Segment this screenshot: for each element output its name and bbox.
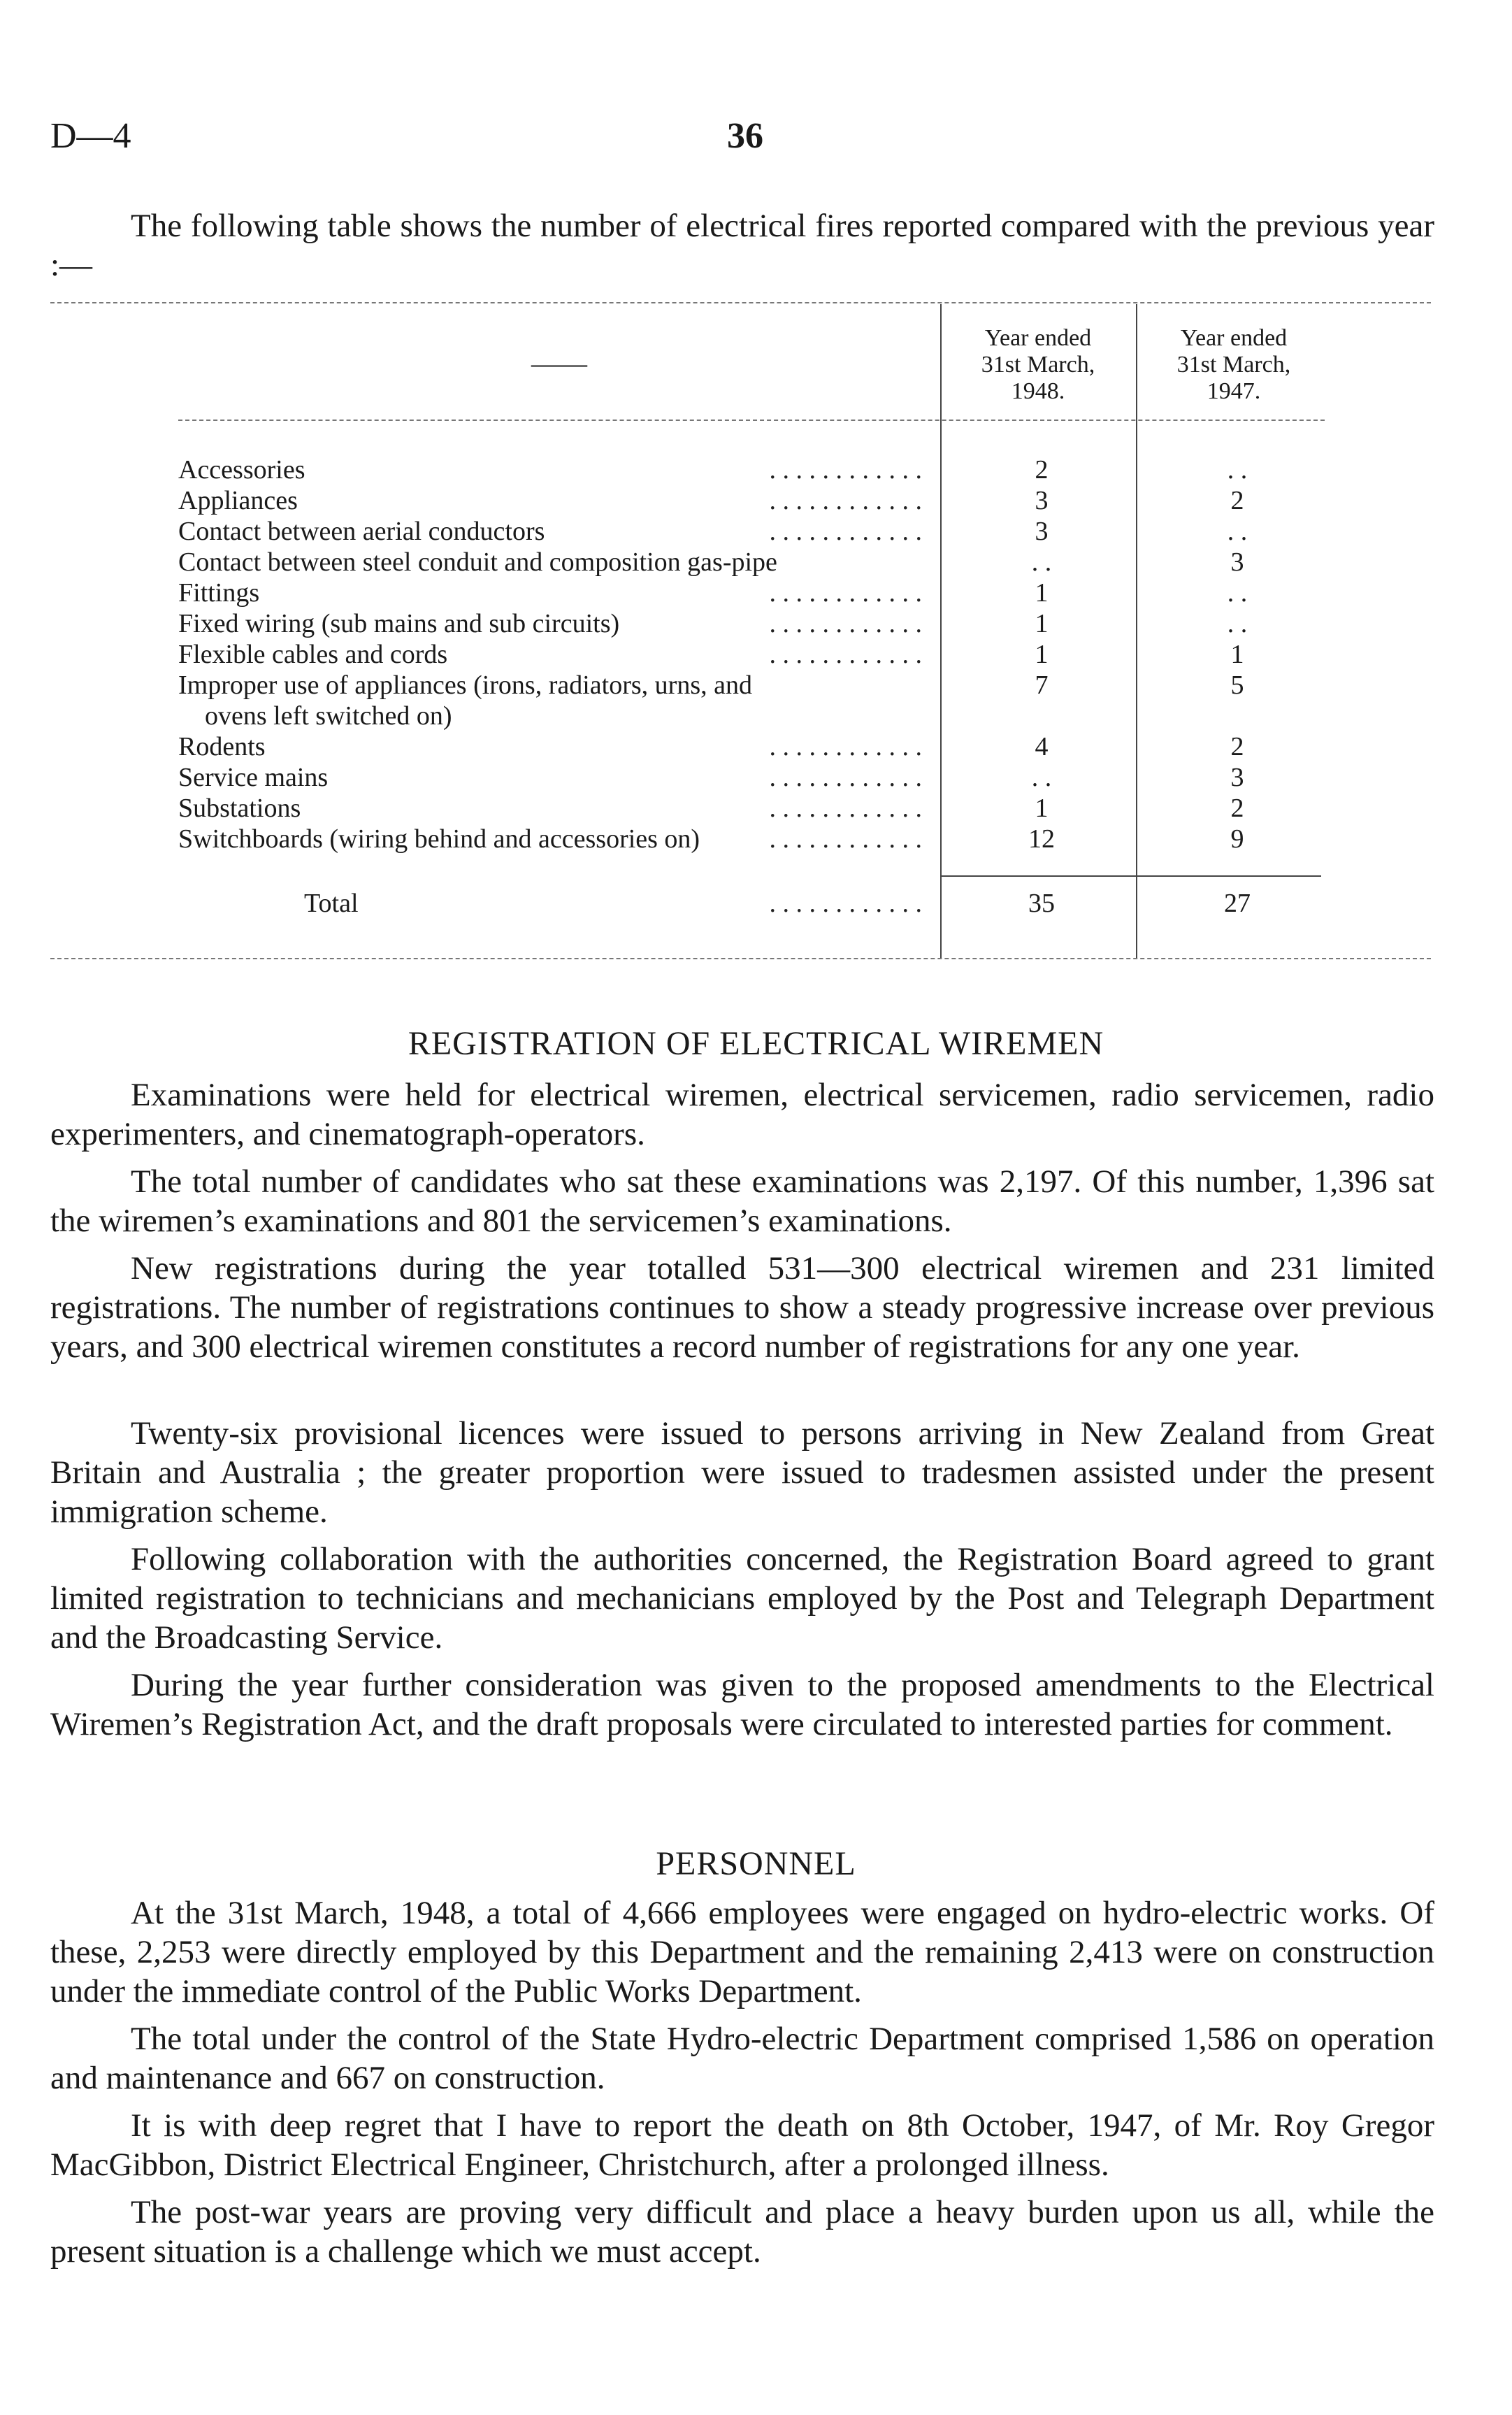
header-line: Year ended [984, 325, 1092, 351]
leader-dots: . . . . . . . . . . . . [769, 732, 922, 761]
leader-dots: . . . . . . . . . . . . [769, 763, 922, 792]
value-1948: 7 [1035, 671, 1049, 700]
value-1947: . . [1227, 609, 1248, 638]
registration-paragraph-5: Following collaboration with the authorities concerned, the Registration Board agreed to grant limited registration to technicians and mechanicians employed by the Post and Telegraph Department and the Broadcasting Service. [50, 1541, 1434, 1656]
registration-paragraph-6: During the year further consideration was given to the proposed amendments to the Electrical Wiremen’s Registration Act, and the draft proposals were circulated to interested parties for comment. [50, 1667, 1434, 1742]
registration-paragraph-1: Examinations were held for electrical wiremen, electrical servicemen, radio servicemen, radio experimenters, and cinematograph-operators. [50, 1077, 1434, 1152]
header-line: 31st March, [981, 352, 1095, 378]
intro-paragraph: The following table shows the number of electrical fires reported compared with the previous year :— [50, 208, 1434, 283]
row-label: Appliances [178, 486, 305, 515]
value-1947: 1 [1230, 640, 1244, 669]
total-label: Total [304, 889, 366, 918]
table-row [178, 578, 926, 608]
value-1947: 2 [1230, 794, 1244, 823]
row-label-continuation: ovens left switched on) [178, 701, 459, 731]
row-label: Contact between aerial conductors [178, 517, 552, 546]
leader-dots: . . . . . . . . . . . . [769, 794, 922, 823]
personnel-paragraph-3: It is with deep regret that I have to report the death on 8th October, 1947, of Mr. Roy Gregor MacGibbon, District Electrical Engineer, Christchurch, after a prolonged illness. [50, 2107, 1434, 2183]
total-rule [940, 875, 1321, 877]
table-row [178, 639, 926, 670]
table-row [178, 793, 926, 824]
value-1948: 1 [1035, 578, 1049, 608]
table-row [178, 824, 926, 854]
table-header-rule [178, 420, 1325, 421]
row-label: Fittings [178, 578, 266, 608]
value-1948: 3 [1035, 486, 1049, 515]
stub-header: —— [531, 347, 587, 379]
value-1947: 5 [1230, 671, 1244, 700]
value-1948: 1 [1035, 794, 1049, 823]
section-code: D—4 [50, 116, 131, 156]
value-1948: . . [1031, 547, 1052, 577]
header-line: 1948. [1011, 378, 1065, 404]
value-1947: 3 [1230, 763, 1244, 792]
table-row [178, 608, 926, 639]
registration-paragraph-3: New registrations during the year totalled 531—300 electrical wiremen and 231 limited registrations. The number of registrations continues to show a steady progressive increase over previous years, and 300 electrical wiremen constitutes a record number of registrations for any one year. [50, 1250, 1434, 1365]
value-1947: 2 [1230, 732, 1244, 761]
row-label: Fixed wiring (sub mains and sub circuits) [178, 609, 626, 638]
leader-dots: . . . . . . . . . . . . [769, 609, 922, 638]
value-1948: 1 [1035, 640, 1049, 669]
value-1947: 3 [1230, 547, 1244, 577]
personnel-paragraph-4: The post-war years are proving very difficult and place a heavy burden upon us all, while the present situation is a challenge which we must accept. [50, 2194, 1434, 2270]
value-1947: 9 [1230, 824, 1244, 854]
table-row [178, 516, 926, 547]
table-bottom-rule [50, 958, 1431, 959]
row-label: Substations [178, 794, 308, 823]
leader-dots: . . . . . . . . . . . . [769, 486, 922, 515]
table-top-rule [50, 302, 1431, 303]
table-row [178, 454, 926, 485]
table-row [178, 731, 926, 762]
column-divider-1 [940, 304, 942, 958]
registration-paragraph-2: The total number of candidates who sat these examinations was 2,197. Of this number, 1,396 sat the wiremen’s examinations and 801 the servicemen’s examinations. [50, 1163, 1434, 1239]
table-row [178, 762, 926, 793]
leader-dots: . . . . . . . . . . . . [769, 640, 922, 669]
table-row [178, 547, 926, 578]
leader-dots: . . . . . . . . . . . . [769, 578, 922, 608]
header-line: 1947. [1207, 378, 1261, 404]
column-header-1947 [1139, 325, 1328, 405]
header-line: Year ended [1180, 325, 1288, 351]
row-label: Rodents [178, 732, 273, 761]
registration-paragraph-4: Twenty-six provisional licences were issued to persons arriving in New Zealand from Great Britain and Australia ; the greater proportion were issued to tradesmen assisted under the present immigration scheme. [50, 1415, 1434, 1530]
leader-dots: . . . . . . . . . . . . [769, 824, 922, 854]
value-1948: 1 [1035, 609, 1049, 638]
value-1947: . . [1227, 517, 1248, 546]
column-divider-2 [1136, 304, 1137, 958]
value-1947: . . [1227, 578, 1248, 608]
value-1947: 2 [1230, 486, 1244, 515]
row-label: Accessories [178, 455, 312, 485]
column-header-1948 [944, 325, 1132, 405]
value-1948: 2 [1035, 455, 1049, 485]
header-line: 31st March, [1176, 352, 1291, 378]
value-1948: 4 [1035, 732, 1049, 761]
personnel-heading: PERSONNEL [656, 1845, 856, 1882]
row-label: Improper use of appliances (irons, radiators, urns, and [178, 671, 759, 700]
leader-dots: . . . . . . . . . . . . [769, 455, 922, 485]
row-label: Switchboards (wiring behind and accessories on) [178, 824, 707, 854]
registration-heading: REGISTRATION OF ELECTRICAL WIREMEN [408, 1025, 1104, 1062]
value-1947: . . [1227, 455, 1248, 485]
value-1948: 12 [1028, 824, 1055, 854]
leader-dots: . . . . . . . . . . . . [769, 517, 922, 546]
value-1948: . . [1031, 763, 1052, 792]
personnel-paragraph-1: At the 31st March, 1948, a total of 4,666 employees were engaged on hydro-electric works. Of these, 2,253 were directly employed by this Department and the remaining 2,413 were on construction under the immediate control of the Public Works Department. [50, 1895, 1434, 2009]
page-number: 36 [727, 116, 763, 156]
row-label: Service mains [178, 763, 335, 792]
total-1948: 35 [1028, 889, 1055, 918]
value-1948: 3 [1035, 517, 1049, 546]
total-row [178, 888, 926, 919]
table-row [178, 670, 926, 731]
total-1947: 27 [1224, 889, 1251, 918]
leader-dots: . . . . . . . . . . . . [769, 889, 922, 918]
row-label: Contact between steel conduit and composition gas-pipe [178, 547, 784, 577]
table-row [178, 485, 926, 516]
row-label: Flexible cables and cords [178, 640, 454, 669]
personnel-paragraph-2: The total under the control of the State Hydro-electric Department comprised 1,586 on operation and maintenance and 667 on construction. [50, 2021, 1434, 2096]
